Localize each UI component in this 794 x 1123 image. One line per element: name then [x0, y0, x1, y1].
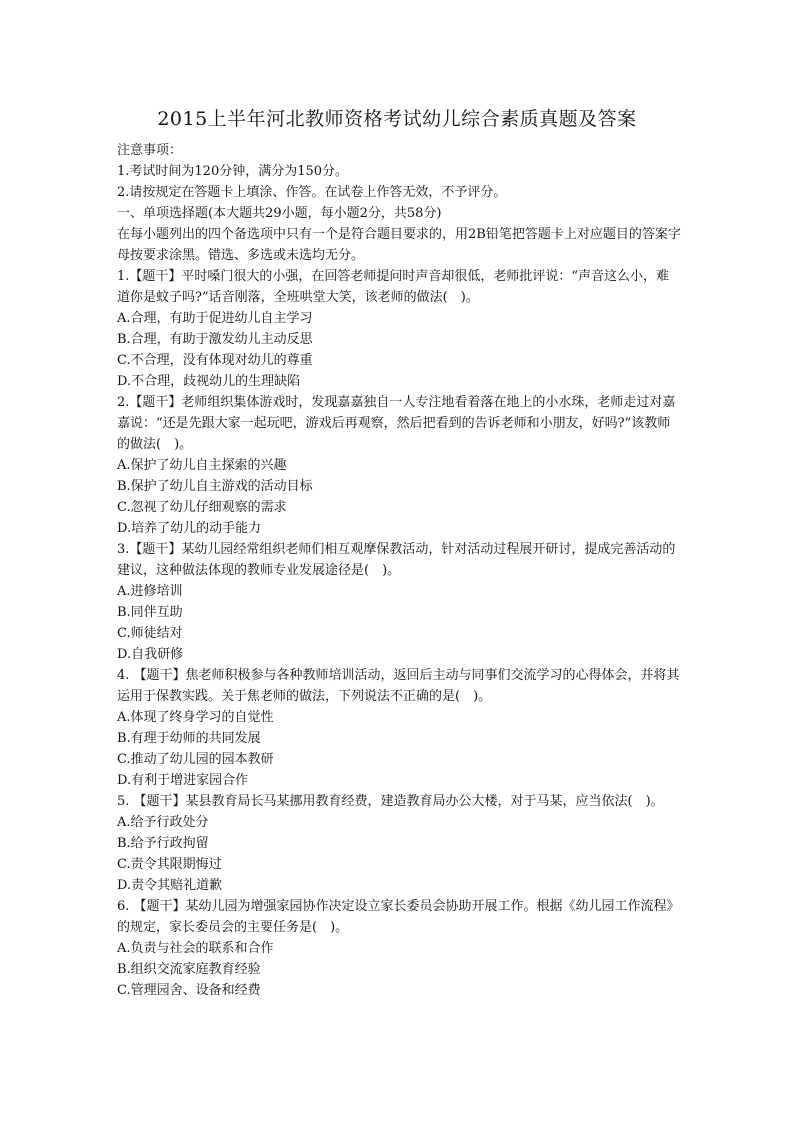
option-b: B.同伴互助	[117, 605, 183, 620]
question-3	[117, 539, 682, 665]
option-a: A.进修培训	[117, 584, 183, 599]
question-stem: 2.【题干】老师组织集体游戏时，发现嘉嘉独自一人专注地看着落在地上的小水珠，老师走过对嘉嘉说：“还是先跟大家一起玩吧，游戏后再观察，然后把看到的告诉老师和小朋友，好吗?”该教师的做法( )。	[117, 395, 676, 452]
option-list	[117, 707, 682, 791]
option-d: D.责令其赔礼道歉	[117, 878, 223, 893]
question-stem: 1.【题干】平时嗓门很大的小强，在回答老师提问时声音却很低，老师批评说：“声音这么小，难道你是蚊子吗?”话音刚落，全班哄堂大笑，该老师的做法( )。	[117, 269, 670, 305]
option-a: A.负责与社会的联系和合作	[117, 941, 274, 956]
option-list	[117, 308, 682, 392]
option-list	[117, 938, 682, 1001]
section-heading: 一、单项选择题(本大题共29小题，每小题2分，共58分)	[117, 206, 442, 221]
question-stem: 4. 【题干】焦老师积极参与各种教师培训活动，返回后主动与同事们交流学习的心得体会，并将其运用于保教实践。关于焦老师的做法，下列说法不正确的是( )。	[117, 668, 680, 704]
notice-item: 1.考试时间为120分钟，满分为150分。	[117, 164, 349, 179]
option-d: D.培养了幼儿的动手能力	[117, 521, 262, 536]
option-a: A.保护了幼儿自主探索的兴趣	[117, 458, 287, 473]
question-2	[117, 392, 682, 539]
notice-heading: 注意事项：	[117, 143, 183, 158]
option-c: C.不合理，没有体现对幼儿的尊重	[117, 353, 313, 368]
option-a: A.给予行政处分	[117, 815, 209, 830]
option-list	[117, 455, 682, 539]
option-a: A.合理，有助于促进幼儿自主学习	[117, 311, 313, 326]
question-stem: 3.【题干】某幼儿园经常组织老师们相互观摩保教活动，针对活动过程展开研讨，提成完善活动的建议，这种做法体现的教师专业发展途径是( )。	[117, 542, 676, 578]
option-d: D.不合理，歧视幼儿的生理缺陷	[117, 374, 301, 389]
option-b: B.组织交流家庭教育经验	[117, 962, 261, 977]
option-c: C.管理园舍、设备和经费	[117, 983, 261, 998]
option-c: C.师徒结对	[117, 626, 183, 641]
question-1	[117, 266, 682, 392]
option-b: B.合理，有助于激发幼儿主动反思	[117, 332, 313, 347]
option-c: C.忽视了幼儿仔细观察的需求	[117, 500, 287, 515]
document-body	[117, 140, 682, 1001]
notice-item: 2.请按规定在答题卡上填涂、作答。在试卷上作答无效，不予评分。	[117, 185, 507, 200]
question-5	[117, 791, 682, 896]
question-stem: 5. 【题干】某县教育局长马某挪用教育经费，建造教育局办公大楼，对于马某，应当依法( )。	[117, 794, 664, 809]
option-c: C.推动了幼儿园的园本教研	[117, 752, 274, 767]
option-d: D.有利于增进家园合作	[117, 773, 249, 788]
question-4	[117, 665, 682, 791]
document-title: 2015上半年河北教师资格考试幼儿综合素质真题及答案	[157, 108, 637, 130]
option-a: A.体现了终身学习的自觉性	[117, 710, 274, 725]
section-instructions: 在每小题列出的四个备选项中只有一个是符合题目要求的，用2B铅笔把答题卡上对应题目的答案字母按要求涂黑。错选、多选或未选均无分。	[117, 227, 681, 263]
option-d: D.自我研修	[117, 647, 184, 662]
option-c: C.责令其限期悔过	[117, 857, 222, 872]
option-b: B.给予行政拘留	[117, 836, 209, 851]
option-b: B.保护了幼儿自主游戏的活动目标	[117, 479, 313, 494]
question-6	[117, 896, 682, 1001]
option-list	[117, 812, 682, 896]
option-b: B.有理于幼师的共同发展	[117, 731, 261, 746]
question-stem: 6. 【题干】某幼儿园为增强家园协作决定设立家长委员会协助开展工作。根据《幼儿园工作流程》的规定，家长委员会的主要任务是( )。	[117, 899, 680, 935]
option-list	[117, 581, 682, 665]
